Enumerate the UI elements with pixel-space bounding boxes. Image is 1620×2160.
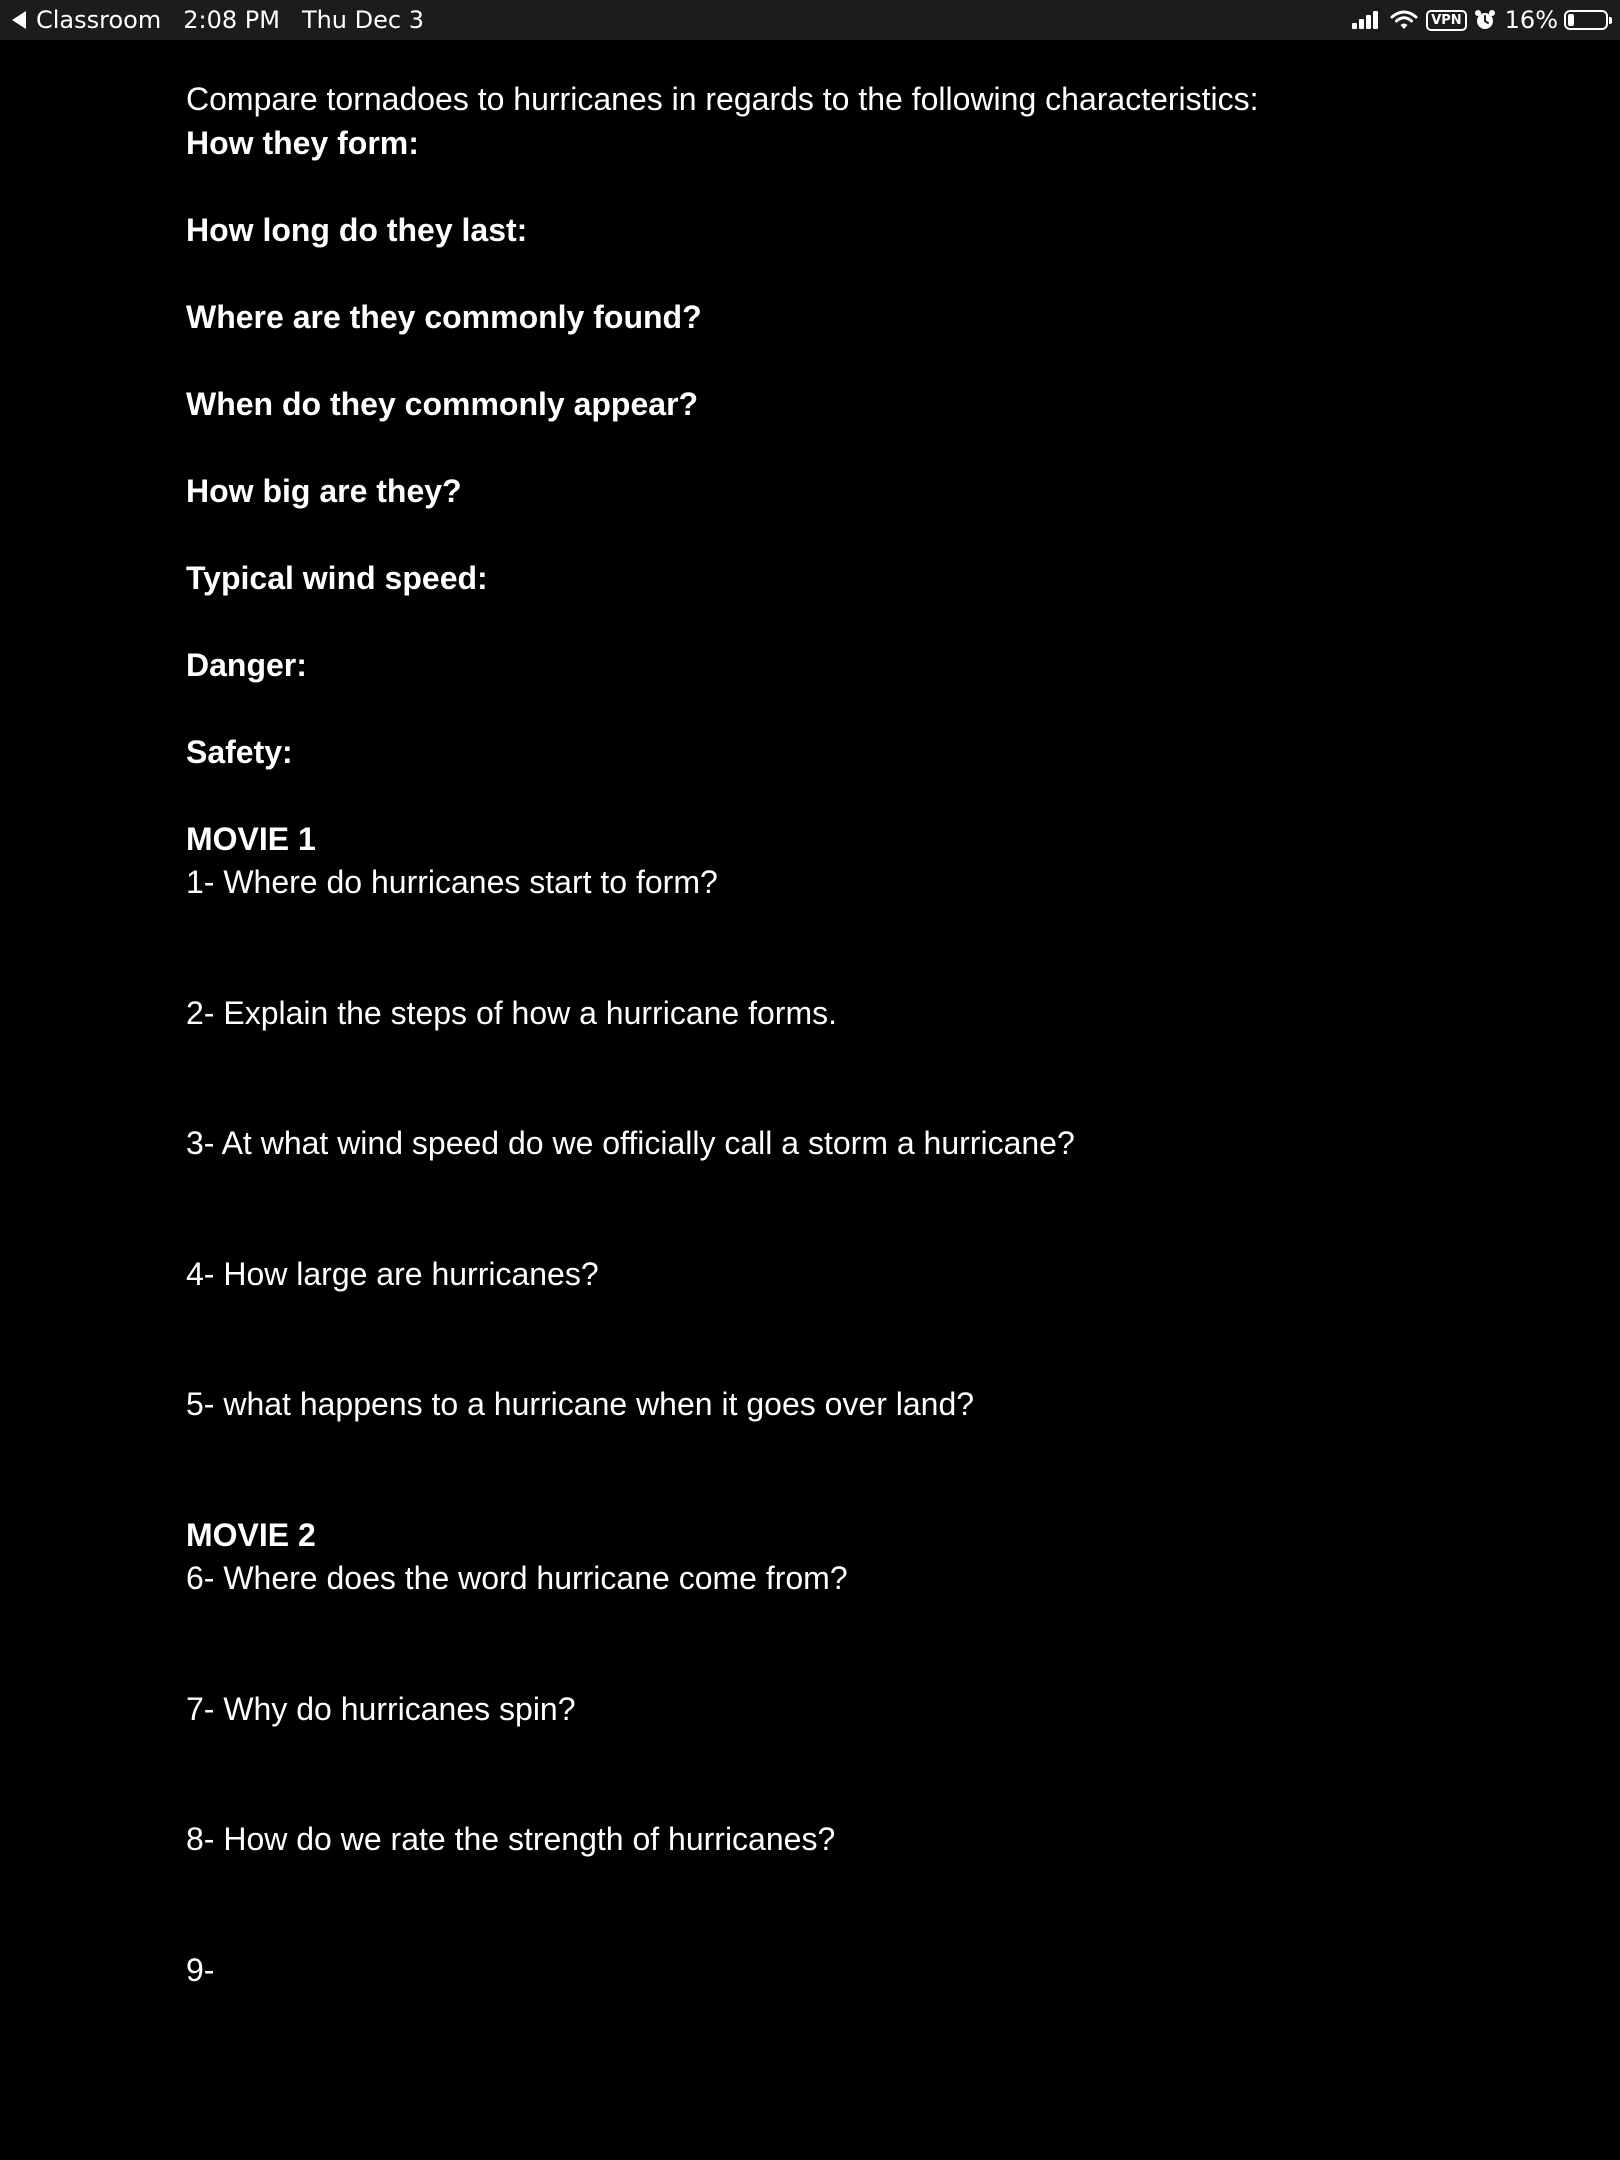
question-6: 6- Where does the word hurricane come from? bbox=[186, 1560, 848, 1596]
battery-level-fill bbox=[1568, 14, 1574, 26]
question-4: 4- How large are hurricanes? bbox=[186, 1255, 599, 1292]
characteristic-danger: Danger: bbox=[186, 646, 307, 683]
status-bar bbox=[0, 0, 1620, 40]
movie-1-heading: MOVIE 1 bbox=[186, 820, 316, 857]
question-5: 5- what happens to a hurricane when it goes over land? bbox=[186, 1386, 975, 1422]
document-intro: Compare tornadoes to hurricanes in regards to the following characteristics: bbox=[186, 81, 1259, 117]
question-2: 2- Explain the steps of how a hurricane forms. bbox=[186, 994, 837, 1031]
cellular-signal-icon bbox=[1352, 11, 1380, 29]
status-date: Thu Dec 3 bbox=[301, 6, 424, 34]
question-3: 3- At what wind speed do we officially call a storm a hurricane? bbox=[186, 1125, 1075, 1161]
characteristic-timing: When do they commonly appear? bbox=[186, 385, 699, 422]
back-arrow-icon bbox=[12, 11, 26, 29]
characteristic-location: Where are they commonly found? bbox=[186, 298, 702, 335]
movie-2-heading: MOVIE 2 bbox=[186, 1516, 316, 1553]
characteristic-wind-speed: Typical wind speed: bbox=[186, 559, 488, 596]
question-8: 8- How do we rate the strength of hurricanes? bbox=[186, 1821, 836, 1857]
characteristic-duration: How long do they last: bbox=[186, 211, 528, 248]
back-link-label: Classroom bbox=[36, 6, 162, 34]
document-content bbox=[186, 78, 1526, 1992]
vpn-icon: VPN bbox=[1426, 10, 1466, 31]
status-bar-left bbox=[12, 0, 424, 40]
battery-percentage: 16% bbox=[1504, 6, 1558, 34]
question-9: 9- bbox=[186, 1951, 215, 1988]
question-7: 7- Why do hurricanes spin? bbox=[186, 1690, 576, 1727]
back-to-classroom-link[interactable] bbox=[12, 6, 161, 34]
wifi-icon bbox=[1390, 9, 1418, 31]
characteristic-safety: Safety: bbox=[186, 733, 293, 770]
question-1: 1- Where do hurricanes start to form? bbox=[186, 864, 718, 900]
battery-icon bbox=[1564, 10, 1608, 30]
alarm-icon bbox=[1473, 8, 1497, 32]
characteristic-how-they-form: How they form: bbox=[186, 124, 419, 161]
status-bar-right bbox=[1352, 0, 1608, 40]
characteristic-size: How big are they? bbox=[186, 472, 462, 509]
status-time: 2:08 PM bbox=[183, 6, 280, 34]
battery-terminal bbox=[1609, 17, 1612, 24]
